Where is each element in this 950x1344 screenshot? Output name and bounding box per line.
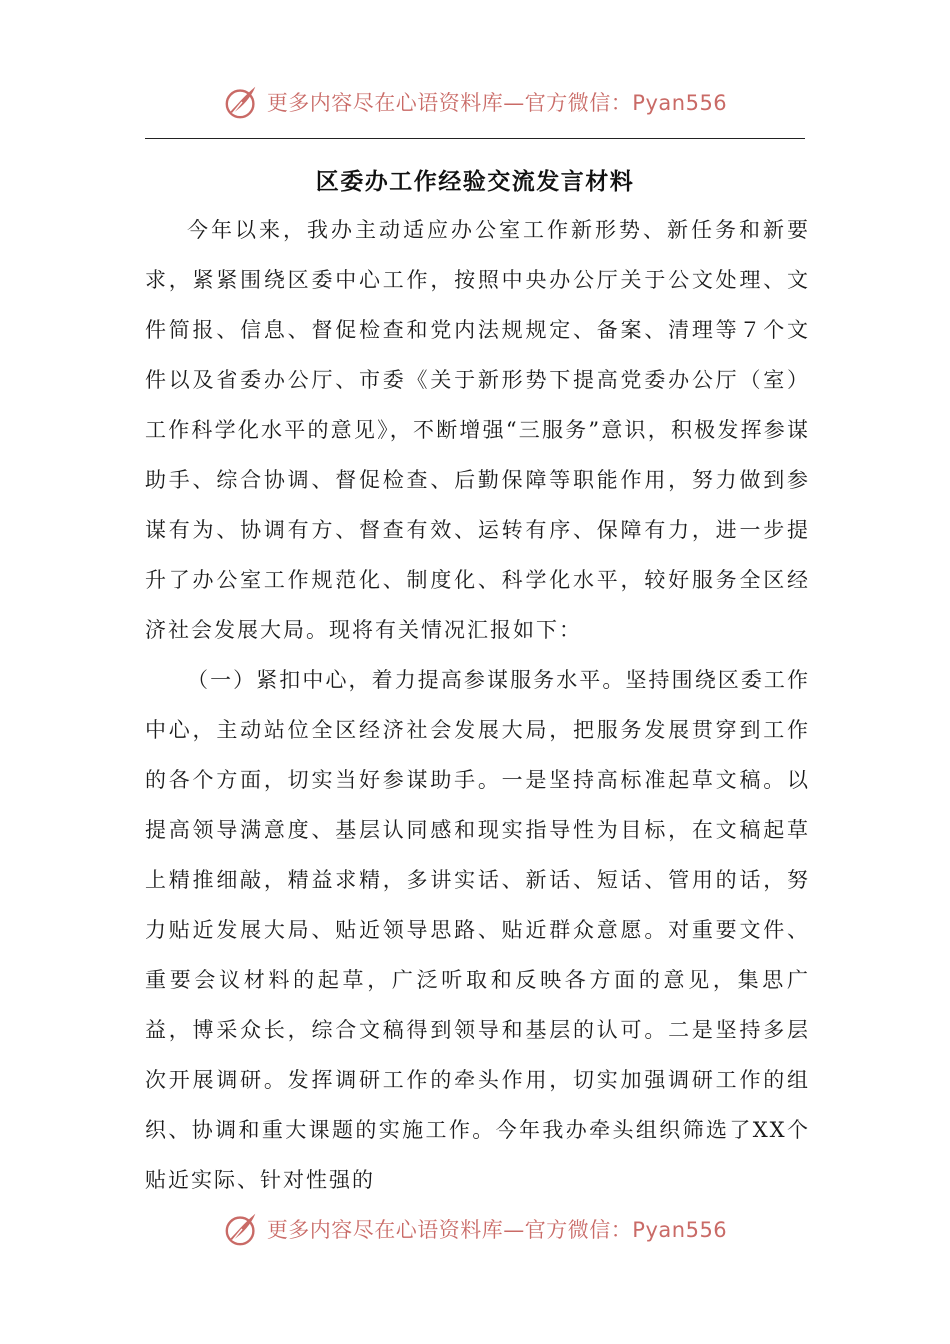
- document-title: 区委办工作经验交流发言材料: [315, 169, 635, 195]
- paragraph: 今年以来，我办主动适应办公室工作新形势、新任务和新要求，紧紧围绕区委中心工作，按照中央办公厅关于公文处理、文件简报、信息、督促检查和党内法规规定、备案、清理等７个文件以及省委办公厅、市委《关于新形势下提高党委办公厅（室）工作科学化水平的意见》，不断增强“三服务”意识，积极发挥参谋助手、综合协调、督促检查、后勤保障等职能作用，努力做到参谋有为、协调有方、督查有效、运转有序、保障有力，进一步提升了办公室工作规范化、制度化、科学化水平，较好服务全区经济社会发展大局。现将有关情况汇报如下：: [145, 218, 810, 642]
- watermark-banner-bottom: [0, 1207, 950, 1251]
- watermark-text: 更多内容尽在心语资料库—官方微信：Pyan556: [266, 91, 728, 115]
- watermark-text: 更多内容尽在心语资料库—官方微信：Pyan556: [266, 1218, 728, 1242]
- header-divider: [145, 138, 805, 139]
- quill-pen-logo-icon: [223, 1210, 261, 1248]
- document-body: [145, 205, 810, 1205]
- paragraph: （一）紧扣中心，着力提高参谋服务水平。坚持围绕区委工作中心，主动站位全区经济社会发展大局，把服务发展贯穿到工作的各个方面，切实当好参谋助手。一是坚持高标准起草文稿。以提高领导满意度、基层认同感和现实指导性为目标，在文稿起草上精推细敲，精益求精，多讲实话、新话、短话、管用的话，努力贴近发展大局、贴近领导思路、贴近群众意愿。对重要文件、重要会议材料的起草，广泛听取和反映各方面的意见，集思广益，博采众长，综合文稿得到领导和基层的认可。二是坚持多层次开展调研。发挥调研工作的牵头作用，切实加强调研工作的组织、协调和重大课题的实施工作。今年我办牵头组织筛选了XX个贴近实际、针对性强的: [145, 668, 810, 1192]
- watermark-banner-top: [0, 80, 950, 124]
- quill-pen-logo-icon: [223, 83, 261, 121]
